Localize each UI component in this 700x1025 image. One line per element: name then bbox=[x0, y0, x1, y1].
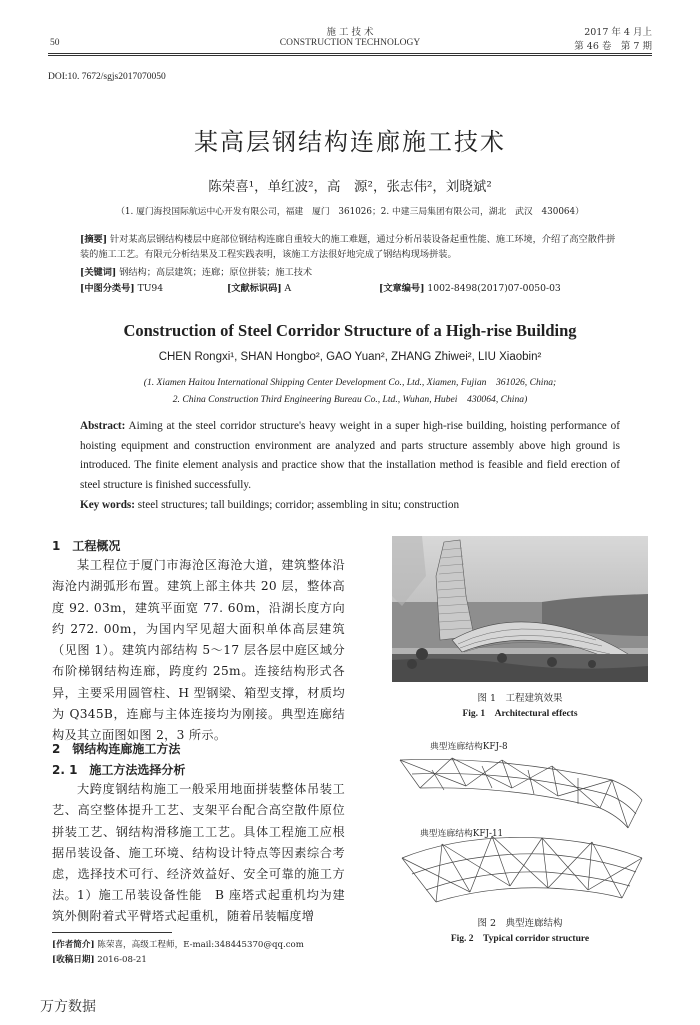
figure-2-image bbox=[392, 730, 648, 910]
classification-line bbox=[80, 281, 620, 296]
footnote-date-text: 2016-08-21 bbox=[97, 955, 147, 965]
keywords-cn bbox=[80, 265, 620, 280]
journal-name-en: CONSTRUCTION TECHNOLOGY bbox=[279, 38, 421, 48]
abstract-cn-label: [摘要] bbox=[80, 234, 108, 245]
abstract-en-text: Aiming at the steel corridor structure's heavy weight in a super high-rise building, hoisting performance of hoisting equipment and construction environment are analyzed and parts structure assembly above high ground is introduced. The finite element analysis and practice show that the installation method is feasible and field erection of steel structure is finished successfully. bbox=[80, 420, 620, 491]
keywords-en-label: Key words: bbox=[80, 499, 135, 511]
keywords-en bbox=[80, 496, 620, 516]
issue-date: 2017 年 4 月上 bbox=[584, 27, 652, 38]
corridor-kfj-11-drawing bbox=[402, 836, 642, 902]
abstract-cn-text: 针对某高层钢结构楼层中庭部位钢结构连廊自重较大的施工难题，通过分析吊装设备起重性能、施工环境，介绍了高空散件拼装的施工工艺。有限元分析结果及工程实践表明，该施工方法很好地完成了钢结构现场拼装。 bbox=[80, 234, 616, 260]
keywords-cn-label: [关键词] bbox=[80, 267, 117, 278]
section-2-1-item-1: 1）施工吊装设备性能 B 座塔式起重机均为建筑外侧附着式平臂塔式起重机，随着吊装幅度增 bbox=[52, 888, 345, 924]
figure-1-image bbox=[392, 536, 648, 682]
header-rule bbox=[48, 53, 652, 54]
keywords-en-text: steel structures; tall buildings; corridor; assembling in situ; construction bbox=[137, 499, 460, 511]
section-2-1-text: 大跨度钢结构施工一般采用地面拼装整体吊装工艺、高空整体提升工艺、支架平台配合高空散件原位拼装工艺、钢结构滑移施工工艺。具体工程施工应根据吊装设备、施工环境、结构设计特点等因素综合考虑，选择技术可行、经济效益好、安全可靠的施工方法。 bbox=[52, 782, 345, 903]
authors-en: CHEN Rongxi¹, SHAN Hongbo², GAO Yuan², ZHANG Zhiwei², LIU Xiaobin² bbox=[158, 351, 542, 363]
doi: DOI:10. 7672/sgjs2017070050 bbox=[48, 72, 166, 82]
authors-cn: 陈荣喜¹，单红波²，高 源²，张志伟²，刘晓斌² bbox=[208, 179, 492, 195]
journal-name-cn: 施 工 技 术 bbox=[326, 27, 374, 38]
doc-label: [文献标识码] bbox=[226, 283, 282, 294]
footnote-date-label: [收稿日期] bbox=[52, 955, 95, 965]
header-rule-thin bbox=[48, 55, 652, 56]
footnote-author-label: [作者简介] bbox=[52, 940, 95, 950]
title-en: Construction of Steel Corridor Structure of a High-rise Building bbox=[123, 321, 577, 340]
abstract-cn bbox=[80, 232, 620, 262]
affiliation-en-2: 2. China Construction Third Engineering Bureau Co., Ltd., Wuhan, Hubei 430064, China) bbox=[172, 394, 528, 405]
doc-value: A bbox=[284, 283, 292, 294]
footnote-author-text: 陈荣喜，高级工程师，E-mail:348445370@qq.com bbox=[97, 940, 304, 950]
article-value: 1002-8498(2017)07-0050-03 bbox=[427, 283, 561, 294]
article-label: [文章编号] bbox=[379, 283, 425, 294]
page-title: 某高层钢结构连廊施工技术 bbox=[194, 128, 506, 156]
footnote-date bbox=[52, 953, 147, 965]
figure-1-caption-cn: 图 1 工程建筑效果 bbox=[477, 693, 563, 704]
clc-value: TU94 bbox=[137, 283, 164, 294]
section-1-text: 某工程位于厦门市海沧区海沧大道，建筑整体沿海沧内湖弧形布置。建筑上部主体共 20 层，整体高度 92. 03m，建筑平面宽 77. 60m，沿湖长度方向约 272. 00m，为国内罕见超大面积单体高层建筑（见图 1）。建筑内部结构 5～17 层各层中庭区域分布阶梯钢结构连廊，跨度约 25m。连接结构形式各异，主要采用圆管柱、H 型钢梁、箱型支撑，材质均为 Q345B，连廊与主体连接均为刚接。典型连廊结构及其立面图如图 2，3 所示。 bbox=[52, 558, 345, 743]
abstract-en bbox=[80, 417, 620, 495]
figure-2-label-kfj-11: 典型连廊结构KFJ-11 bbox=[420, 829, 504, 839]
section-2-1-heading: 2. 1 施工方法选择分析 bbox=[52, 763, 186, 777]
figure-1-caption-en: Fig. 1 Architectural effects bbox=[462, 709, 578, 719]
footnote-author bbox=[52, 938, 304, 950]
affiliation-en-1: (1. Xiamen Haitou International Shipping Center Development Co., Ltd., Xiamen, Fujian 361026, China; bbox=[143, 377, 557, 388]
abstract-en-label: Abstract: bbox=[80, 420, 126, 432]
keywords-cn-text: 钢结构；高层建筑；连廊；原位拼装；施工技术 bbox=[119, 267, 313, 278]
footnote-rule bbox=[52, 932, 172, 933]
corridor-kfj-8-drawing bbox=[400, 758, 642, 828]
affiliations-cn: （1. 厦门海投国际航运中心开发有限公司，福建 厦门 361026；2. 中建三局集团有限公司，湖北 武汉 430064） bbox=[116, 207, 584, 217]
clc-label: [中图分类号] bbox=[80, 283, 135, 294]
figure-2-caption-en: Fig. 2 Typical corridor structure bbox=[450, 934, 590, 944]
watermark: 万方数据 bbox=[40, 999, 96, 1015]
issue-volume: 第 46 卷 第 7 期 bbox=[574, 41, 652, 52]
figure-2-caption-cn: 图 2 典型连廊结构 bbox=[477, 918, 563, 929]
section-2-heading: 2 钢结构连廊施工方法 bbox=[52, 742, 181, 756]
section-1-heading: 1 工程概况 bbox=[52, 539, 121, 553]
page-number: 50 bbox=[50, 38, 60, 48]
figure-2-label-kfj-8: 典型连廊结构KFJ-8 bbox=[430, 742, 508, 752]
